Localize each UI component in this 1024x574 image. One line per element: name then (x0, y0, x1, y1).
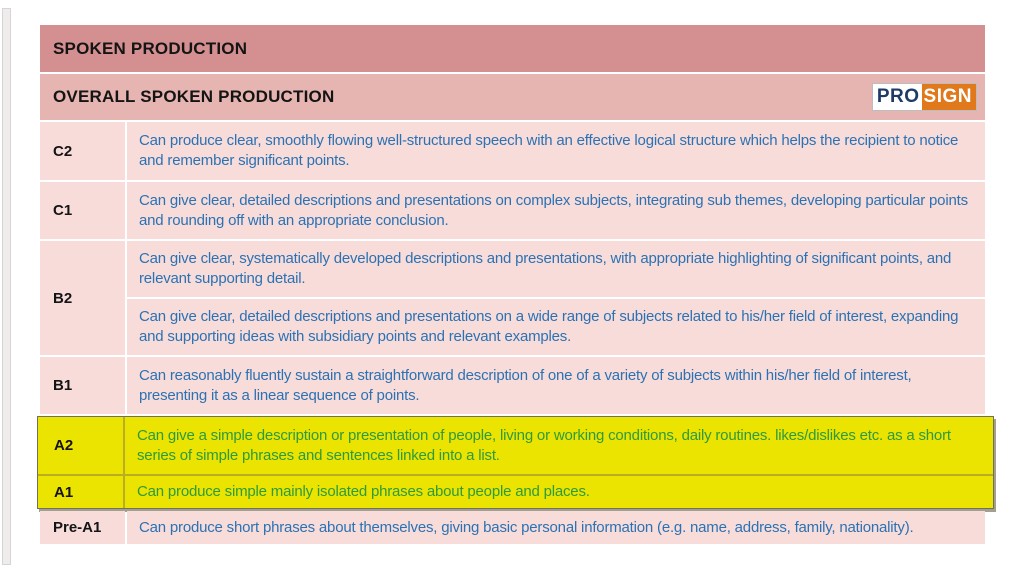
descriptor-column (127, 357, 985, 414)
descriptor-cell: Can produce simple mainly isolated phrases about people and places. (125, 476, 993, 508)
descriptor-column (125, 417, 993, 474)
table-row-a2 (38, 417, 993, 474)
descriptor-column (125, 476, 993, 508)
table-title: SPOKEN PRODUCTION (40, 25, 985, 72)
table-row-c2 (40, 122, 985, 180)
level-cell-b2: B2 (40, 241, 125, 355)
descriptor-cell: Can give clear, detailed descriptions and presentations on complex subjects, integrating sub themes, developing particular points and rounding off with an appropriate conclusion. (127, 182, 985, 239)
descriptor-cell: Can give clear, systematically developed descriptions and presentations, with appropriate highlighting of significant points, and relevant supporting detail. (127, 241, 985, 297)
descriptor-column (127, 122, 985, 180)
level-cell-pre-a1: Pre-A1 (40, 511, 125, 544)
level-cell-a2: A2 (38, 417, 123, 474)
level-cell-c2: C2 (40, 122, 125, 180)
level-cell-c1: C1 (40, 182, 125, 239)
descriptor-cell: Can give clear, detailed descriptions and presentations on a wide range of subjects related to his/her field of interest, expanding and supporting ideas with subsidiary points and relevant examples. (127, 299, 985, 355)
table-body (40, 122, 985, 544)
yellow-highlight-overlay (37, 416, 994, 509)
level-cell-a1: A1 (38, 476, 123, 508)
previous-slide-edge (2, 8, 11, 565)
descriptor-column (127, 241, 985, 355)
descriptor-cell: Can reasonably fluently sustain a straightforward description of one of a variety of subjects within his/her field of interest, presenting it as a linear sequence of points. (127, 357, 985, 414)
table-row-b2 (40, 241, 985, 355)
table-row-pre-a1 (40, 511, 985, 544)
level-cell-b1: B1 (40, 357, 125, 414)
table-row-a1 (38, 476, 993, 508)
descriptor-column (127, 182, 985, 239)
table-row-c1 (40, 182, 985, 239)
logo-text-sign: SIGN (922, 84, 976, 110)
prosign-logo (872, 83, 977, 111)
table-row-b1 (40, 357, 985, 414)
descriptor-column (127, 511, 985, 544)
descriptor-cell: Can give a simple description or presentation of people, living or working conditions, daily routines. likes/dislikes etc. as a short series of simple phrases and sentences linked into a list. (125, 417, 993, 474)
table-subtitle-row (40, 74, 985, 120)
table-subtitle: OVERALL SPOKEN PRODUCTION (53, 87, 335, 106)
descriptor-cell: Can produce short phrases about themselves, giving basic personal information (e.g. name, address, family, nationality). (127, 511, 985, 544)
descriptor-cell: Can produce clear, smoothly flowing well-structured speech with an effective logical structure which helps the recipient to notice and remember significant points. (127, 122, 985, 180)
cefr-spoken-production-table (40, 25, 985, 544)
logo-text-pro: PRO (873, 84, 922, 110)
